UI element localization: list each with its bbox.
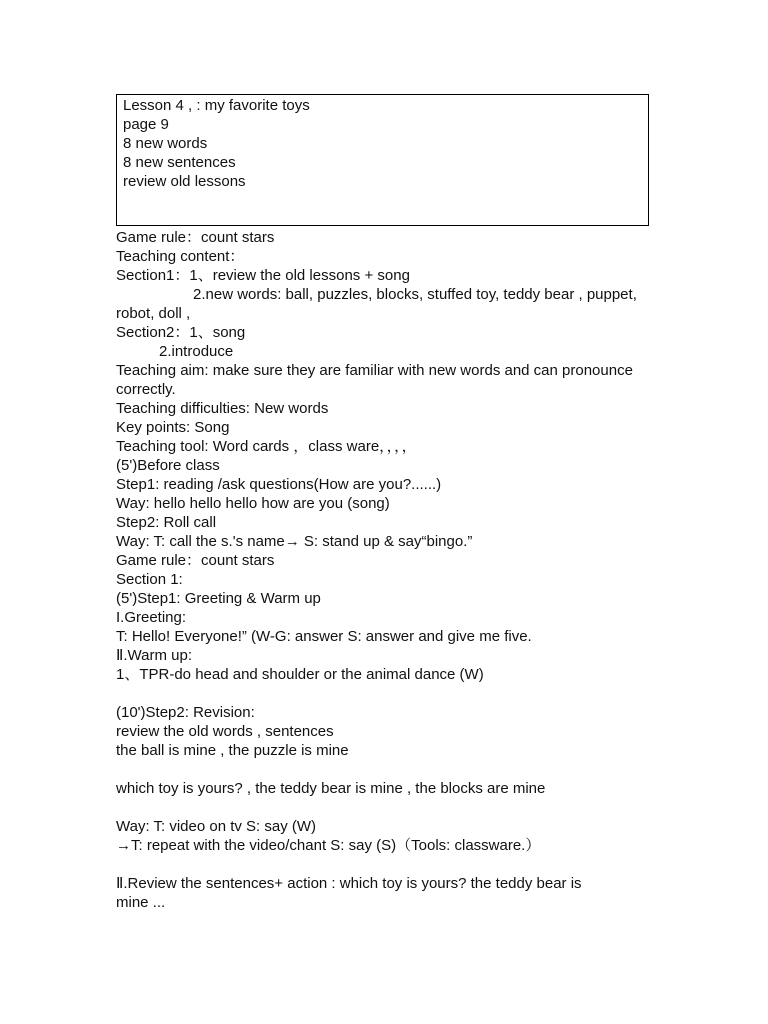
teaching-aim-line: Teaching aim: make sure they are familiar with new words and can pronounce correctly.	[116, 362, 633, 398]
review-sentences-line: Ⅱ.Review the sentences+ action : which toy is yours? the teddy bear is mine ...	[116, 875, 582, 911]
warmup-heading: Ⅱ.Warm up:	[116, 647, 193, 664]
key-points-line: Key points: Song	[116, 419, 230, 436]
review-words-line: review the old words , sentences	[116, 723, 334, 740]
step2-way-line: Way: T: call the s.'s name→ S: stand up & say“bingo.”	[116, 533, 473, 550]
blank-line	[116, 798, 656, 817]
section1-line: Section1：1、review the old lessons + song	[116, 267, 410, 284]
review-note: review old lessons	[123, 173, 246, 190]
greeting-heading: I.Greeting:	[116, 609, 187, 626]
lesson-plan-body	[116, 228, 656, 912]
blank-line	[116, 684, 656, 703]
teaching-difficulties-line: Teaching difficulties: New words	[116, 400, 329, 417]
revision-heading: (10')Step2: Revision:	[116, 704, 255, 721]
repeat-video-line: →T: repeat with the video/chant S: say (S)（Tools: classware.）	[116, 837, 541, 854]
lesson-summary-box	[116, 94, 649, 226]
ball-puzzle-line: the ball is mine , the puzzle is mine	[116, 742, 349, 759]
game-rule-line-2: Game rule：count stars	[116, 552, 275, 569]
which-toy-line: which toy is yours? , the teddy bear is mine , the blocks are mine	[116, 780, 546, 797]
tpr-line: 1、TPR-do head and shoulder or the animal dance (W)	[116, 666, 484, 683]
step1-line: Step1: reading /ask questions(How are you?......)	[116, 476, 442, 493]
game-rule-line: Game rule：count stars	[116, 229, 275, 246]
section2-line: Section2：1、song	[116, 324, 246, 341]
video-way-line: Way: T: video on tv S: say (W)	[116, 818, 317, 835]
blank-line	[116, 855, 656, 874]
introduce-line: 2.introduce	[159, 343, 234, 360]
step2-line: Step2: Roll call	[116, 514, 217, 531]
before-class-heading: (5')Before class	[116, 457, 220, 474]
teaching-tool-line: Teaching tool: Word cards ，class ware，，，，	[116, 438, 417, 455]
new-words-line: 2.new words: ball, puzzles, blocks, stuffed toy, teddy bear , puppet, robot, doll ,	[116, 286, 637, 322]
page-reference: page 9	[123, 116, 169, 133]
teaching-content-heading: Teaching content：	[116, 248, 245, 265]
blank-line	[116, 760, 656, 779]
lesson-title: Lesson 4 , : my favorite toys	[123, 97, 310, 114]
greeting-warmup-heading: (5')Step1: Greeting & Warm up	[116, 590, 321, 607]
section-1-heading: Section 1:	[116, 571, 183, 588]
greeting-dialogue-line: T: Hello! Everyone!” (W-G: answer S: answer and give me five.	[116, 628, 532, 645]
new-words-count: 8 new words	[123, 135, 208, 152]
step1-way-line: Way: hello hello hello how are you (song)	[116, 495, 390, 512]
new-sentences-count: 8 new sentences	[123, 154, 236, 171]
